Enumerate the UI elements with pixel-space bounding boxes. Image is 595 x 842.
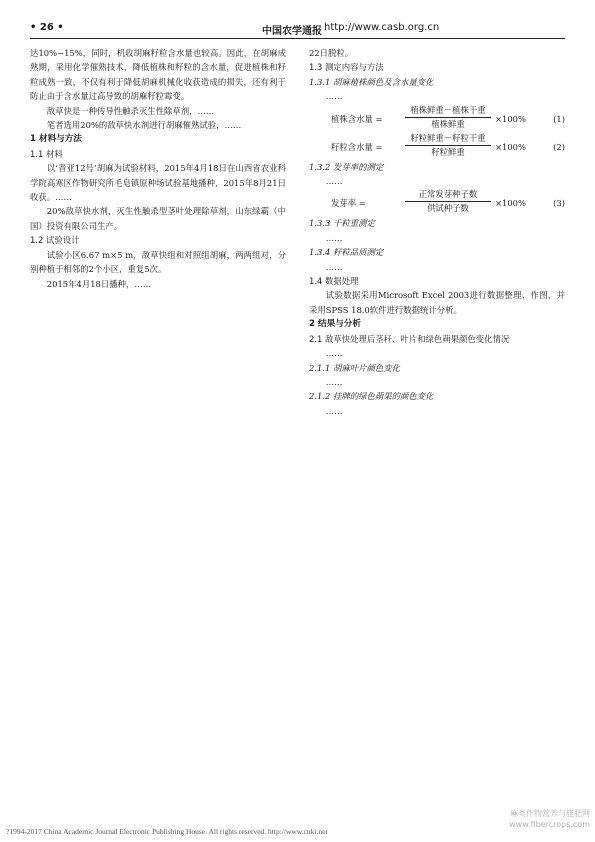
subsubsection-heading: 1.3.1 胡麻植株颜色及含水量变化 (309, 76, 434, 87)
equation-3 (309, 188, 565, 216)
paragraph: …… (325, 232, 343, 243)
paragraph: 笔者选用20%的敌草快水剂进行胡麻催熟试验，…… (46, 120, 242, 131)
journal-url[interactable]: http://www.casb.org.cn (324, 22, 440, 33)
page-footer (6, 827, 328, 836)
subsubsection-heading: 2.1.2 挂牌的绿色蒴果的颜色变化 (309, 391, 434, 402)
right-column (309, 46, 565, 792)
journal-name: 中国农学通报 (262, 26, 322, 37)
section-heading: 2 结果与分析 (309, 319, 361, 330)
copyright-notice: ?1994-2017 China Academic Journal Electronic Publishing House. All rights reserved. (6, 827, 267, 836)
equation-2 (309, 132, 565, 160)
watermark-line: www.fibercrops.com (509, 820, 590, 829)
paragraph: …… (325, 176, 343, 187)
subsubsection-heading: 1.3.2 发芽率的测定 (309, 161, 384, 172)
equation-number: (1) (553, 113, 565, 124)
equation-denominator: 籽粒鲜重 (431, 146, 465, 157)
equation-number: (2) (553, 141, 565, 152)
paragraph: …… (325, 405, 343, 416)
header-rule (30, 38, 565, 39)
equation-number: (3) (553, 198, 565, 209)
paragraph: …… (325, 91, 343, 102)
paragraph: 达10%~15%，同时，机收胡麻籽粒含水量也较高。因此，在胡麻成熟期，采用化学催熟技术，降低植株和籽粒的含水量，促进植株和籽粒成熟一致，不仅有利于降低胡麻机械化收获造成的损失，还有利于防止由于含水量过高导致的胡麻籽粒霉变。 (30, 48, 286, 102)
subsection-heading: 2.1 敌草快处理后茎秆、叶片和绿色蒴果颜色变化情况 (309, 333, 510, 344)
paragraph: …… (325, 261, 343, 272)
subsection-heading: 1.4 数据处理 (309, 276, 359, 287)
equation-lhs: 发芽率 = (331, 198, 366, 209)
equation-numerator: 植株鲜重－植株干重 (405, 104, 491, 118)
equation-fraction (405, 132, 491, 159)
paragraph: 2015年4月18日播种，…… (46, 278, 152, 289)
equation-numerator: 籽粒鲜重－籽粒干重 (405, 132, 491, 146)
site-watermark (470, 808, 590, 830)
equation-numerator: 正常发芽种子数 (405, 188, 491, 202)
equation-fraction (405, 188, 491, 215)
left-column (30, 46, 286, 792)
paragraph: 试验数据采用Microsoft Excel 2003进行数据整理、作图，并采用SPSS 18.0软件进行数据统计分析。 (309, 290, 565, 315)
subsubsection-heading: 2.1.1 胡麻叶片颜色变化 (309, 362, 400, 373)
paragraph: 22日脱粒。 (309, 48, 354, 58)
subsection-heading: 1.2 试验设计 (30, 235, 80, 246)
equation-lhs: 植株含水量 = (331, 113, 383, 124)
subsubsection-heading: 1.3.4 籽粒品质测定 (309, 247, 384, 258)
equation-rhs: ×100% (495, 198, 526, 209)
equation-denominator: 植株鲜重 (431, 118, 465, 129)
section-heading: 1 材料与方法 (30, 134, 82, 145)
paragraph: …… (325, 348, 343, 359)
page-number: • 26 • (30, 22, 64, 33)
paragraph: …… (325, 376, 343, 387)
subsection-heading: 1.3 测定内容与方法 (309, 62, 384, 73)
equation-1 (309, 104, 565, 132)
equation-denominator: 供试种子数 (427, 203, 469, 214)
subsection-heading: 1.1 材料 (30, 148, 63, 159)
running-header (30, 22, 565, 36)
equation-lhs: 籽粒含水量 = (331, 141, 383, 152)
equation-fraction (405, 104, 491, 131)
paragraph: 以‘晋亚12号’胡麻为试验材料，2015年4月18日在山西省农业科学院高寒区作物研究所毛皂镇原种场试验基地播种，2015年8月21日收获。…… (30, 163, 286, 203)
footer-site-link[interactable]: http://www.cnki.net (268, 827, 328, 836)
paragraph: 20%敌草快水剂，灭生性触杀型茎叶处理除草剂，山东绿霸（中国）投资有限公司生产。 (30, 206, 286, 231)
watermark-line: 麻类作物营养与施肥网 (510, 809, 590, 818)
equation-rhs: ×100% (495, 141, 526, 152)
paragraph: 敌草快是一种传导性触杀灭生性除草剂，…… (46, 105, 215, 116)
subsubsection-heading: 1.3.3 千粒重测定 (309, 218, 375, 229)
paragraph: 试验小区6.67 m×5 m，敌草快组和对照组胡麻，两两组对，分别种植于相邻的2个小区，重复5次。 (30, 249, 286, 275)
equation-rhs: ×100% (495, 113, 526, 124)
